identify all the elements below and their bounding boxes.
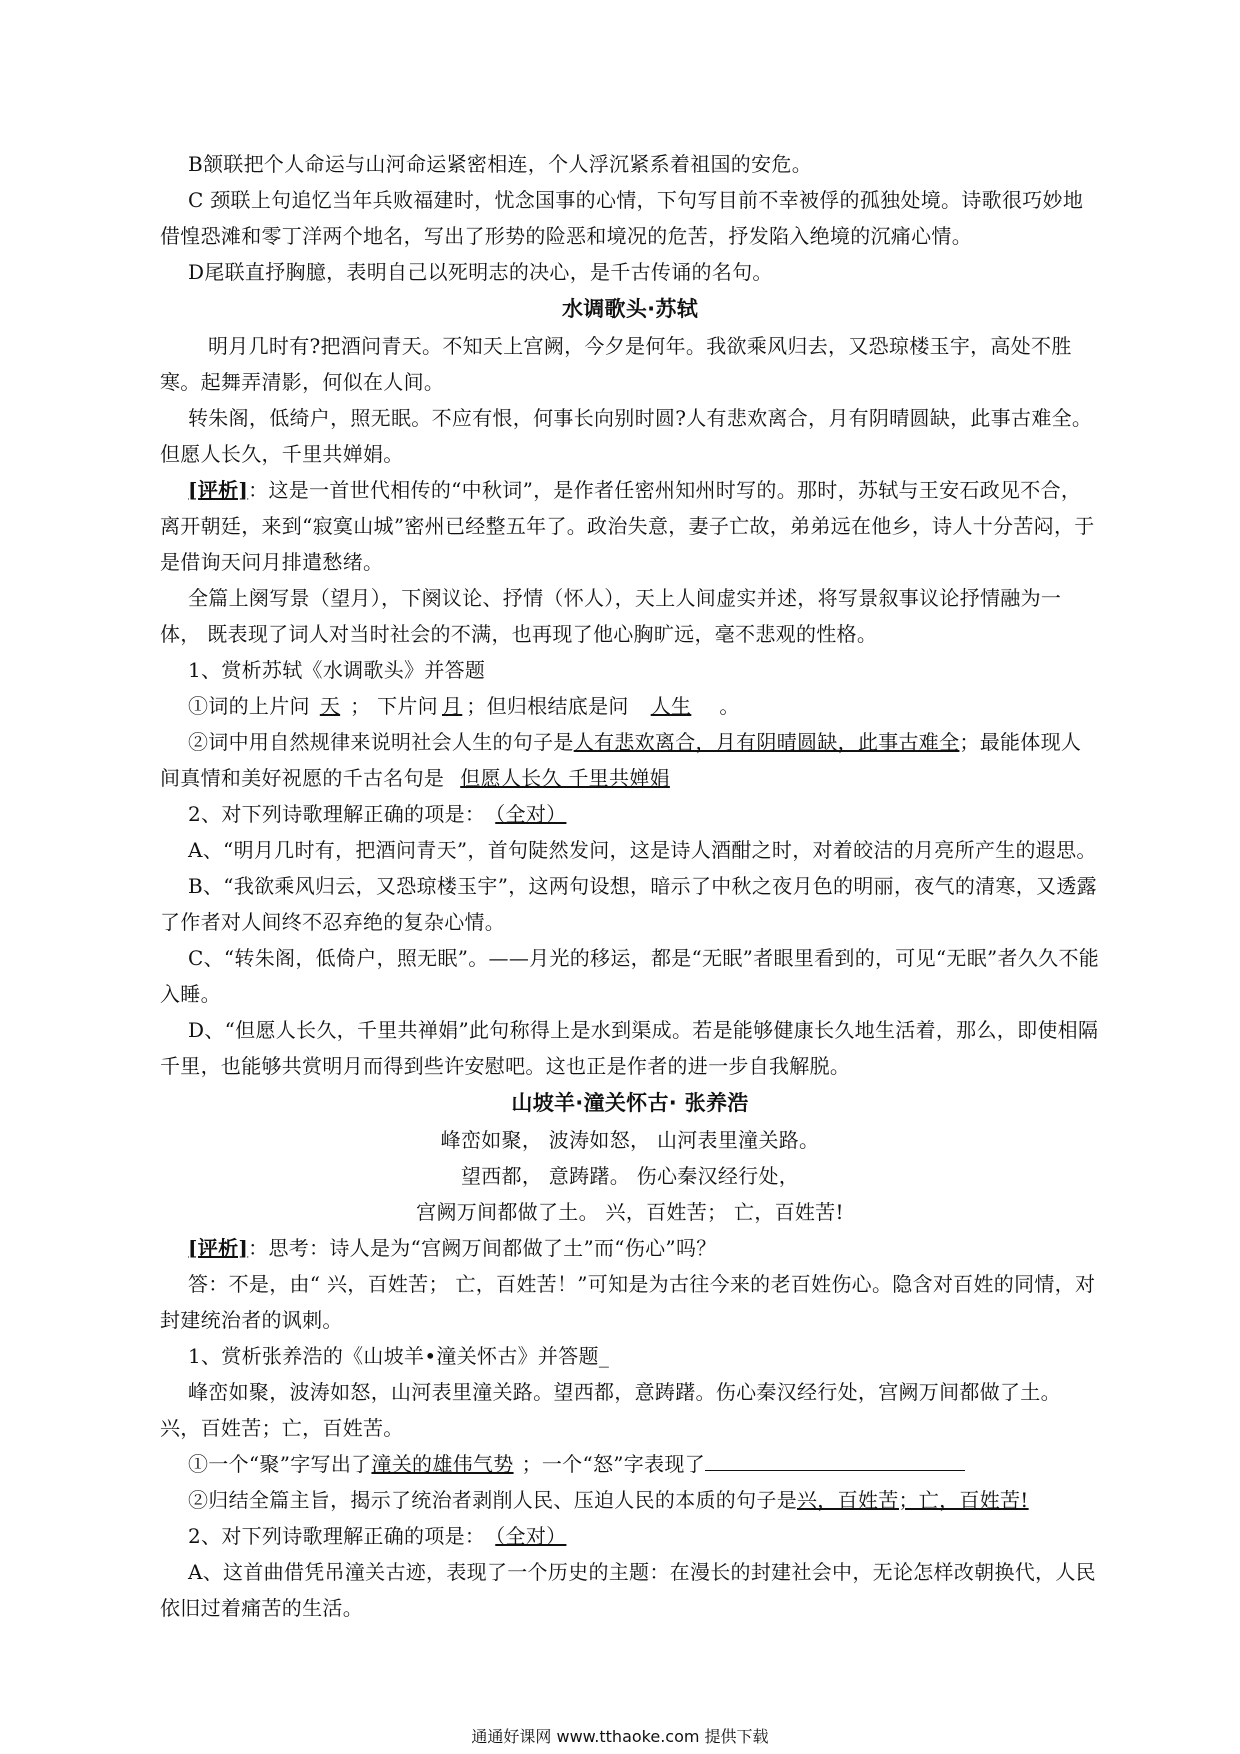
- answer-text: 答：不是，由“ 兴，百姓苦； 亡，百姓苦！”可知是为古往今来的老百姓伤心。隐含对百姓的同情，对封建统治者的讽刺。: [160, 1272, 1096, 1332]
- verse-line: 峰峦如聚， 波涛如怒， 山河表里潼关路。: [440, 1128, 820, 1152]
- poem-text-2: 转朱阁，低绮户，照无眠。不应有恨，何事长向别时圆?人有悲欢离合，月有阴晴圆缺，此事古难全。但愿人长久，千里共婵娟。: [160, 406, 1093, 466]
- answer-blank: （全对）: [495, 1524, 567, 1548]
- choice-a: A、“明月几时有，把酒问青天”，首句陡然发问，这是诗人酒酣之时，对着皎洁的月亮所产生的遐思。: [188, 838, 1097, 862]
- answer-blank: 月: [441, 694, 463, 718]
- q-text: ②归结全篇主旨，揭示了统治者剥削人民、压迫人民的本质的句子是: [188, 1488, 797, 1512]
- poem-text-1: 明月几时有?把酒问青天。不知天上宫阙，今夕是何年。我欲乘风归去，又恐琼楼玉宇，高处不胜寒。起舞弄清影，何似在人间。: [160, 334, 1072, 394]
- question-4-heading: [160, 1518, 1100, 1554]
- commentary-text: ：这是一首世代相传的“中秋词”，是作者任密州知州时写的。那时，苏轼与王安石政见不合，离开朝廷，来到“寂寞山城”密州已经整五年了。政治失意，妻子亡故，弟弟远在他乡，诗人十分苦闷，于是借询天问月排遣愁绪。: [160, 478, 1095, 574]
- verse-line: 宫阙万间都做了土。 兴，百姓苦； 亡，百姓苦!: [416, 1200, 844, 1224]
- verse-line: 望西都， 意踌躇。 伤心秦汉经行处，: [460, 1164, 800, 1188]
- answer-blank: （全对）: [495, 802, 567, 826]
- option-c: C 颈联上句追忆当年兵败福建时，忧念国事的心情，下句写目前不幸被俘的孤独处境。诗歌很巧妙地借惶恐滩和零丁洋两个地名，写出了形势的险恶和境况的危苦，抒发陷入绝境的沉痛心情。: [160, 188, 1084, 248]
- choice-a-2: A、这首曲借凭吊潼关古迹，表现了一个历史的主题：在漫长的封建社会中，无论怎样改朝换代，人民依旧过着痛苦的生活。: [160, 1560, 1096, 1620]
- answer-blank: 但愿人长久 千里共婵娟: [460, 766, 670, 790]
- question-1-part-2: [160, 724, 1100, 796]
- commentary-2: 全篇上阕写景（望月），下阕议论、抒情（怀人），天上人间虚实并述，将写景叙事议论抒情融为一体， 既表现了词人对当时社会的不满，也再现了他心胸旷远，毫不悲观的性格。: [160, 586, 1062, 646]
- q-text: ；但归根结底是问: [466, 694, 629, 718]
- answer-blank: 人有悲欢离合，月有阴晴圆缺，此事古难全: [573, 730, 960, 754]
- choice-c: C、“转朱阁，低倚户，照无眠”。——月光的移运，都是“无眠”者眼里看到的，可见“无眠”者久久不能入睡。: [160, 946, 1100, 1006]
- q-text: ；最能体现人间真情和美好祝愿的千古名句是: [160, 730, 1082, 790]
- q-text: ②词中用自然规律来说明社会人生的句子是: [188, 730, 574, 754]
- q-text: 2、对下列诗歌理解正确的项是：: [188, 802, 486, 826]
- question-2-heading: [160, 796, 1100, 832]
- q-text: ；一个“怒”字表现了: [521, 1452, 706, 1476]
- empty-answer-blank: [705, 1448, 965, 1471]
- document-body: [160, 146, 1100, 1626]
- question-3-part-2: [160, 1482, 1100, 1518]
- poem-title-shuidiao: 水调歌头·苏轼: [561, 297, 699, 321]
- choice-b: B、“我欲乘风归云，又恐琼楼玉宇”，这两句设想，暗示了中秋之夜月色的明丽，夜气的清寒，又透露了作者对人间终不忍弃绝的复杂心情。: [160, 874, 1097, 934]
- commentary-tag: [评析]: [188, 478, 249, 502]
- commentary-tag: [评析]: [188, 1236, 249, 1260]
- q-text: ①词的上片问: [188, 694, 310, 718]
- choice-d: D、“但愿人长久，千里共禅娟”此句称得上是水到渠成。若是能够健康长久地生活着，那么，即使相隔千里，也能够共赏明月而得到些许安慰吧。这也正是作者的进一步自我解脱。: [160, 1018, 1099, 1078]
- page-footer: 通通好课网 www.tthaoke.com 提供下载: [471, 1727, 769, 1746]
- answer-blank: 天: [319, 694, 341, 718]
- option-b: B颔联把个人命运与山河命运紧密相连，个人浮沉紧系着祖国的安危。: [188, 152, 812, 176]
- poem-title-shanpoyang: 山坡羊·潼关怀古· 张养浩: [511, 1091, 749, 1115]
- q-text: 2、对下列诗歌理解正确的项是：: [188, 1524, 486, 1548]
- commentary-text: ：思考：诗人是为“宫阙万间都做了土”而“伤心”吗？: [248, 1236, 717, 1260]
- poem-text-3: 峰峦如聚，波涛如怒，山河表里潼关路。望西都，意踌躇。伤心秦汉经行处，宫阙万间都做了土。兴，百姓苦；亡，百姓苦。: [160, 1380, 1061, 1440]
- answer-blank: 兴，百姓苦；亡，百姓苦!: [797, 1488, 1029, 1512]
- q-text: ①一个“聚”字写出了: [188, 1452, 372, 1476]
- question-1-heading: 1、赏析苏轼《水调歌头》并答题: [188, 658, 486, 682]
- question-3-heading: 1、赏析张养浩的《山坡羊•潼关怀古》并答题_: [188, 1344, 610, 1368]
- commentary-3: [160, 1230, 1100, 1266]
- answer-blank: 潼关的雄伟气势: [371, 1452, 514, 1476]
- option-d: D尾联直抒胸臆，表明自己以死明志的决心，是千古传诵的名句。: [188, 260, 773, 284]
- question-3-part-1: [160, 1446, 1100, 1482]
- question-1-part-1: [160, 688, 1100, 724]
- commentary-1: [160, 472, 1100, 580]
- answer-blank: 人生: [650, 694, 692, 718]
- q-text: 。: [719, 694, 740, 718]
- q-text: ； 下片问: [350, 694, 438, 718]
